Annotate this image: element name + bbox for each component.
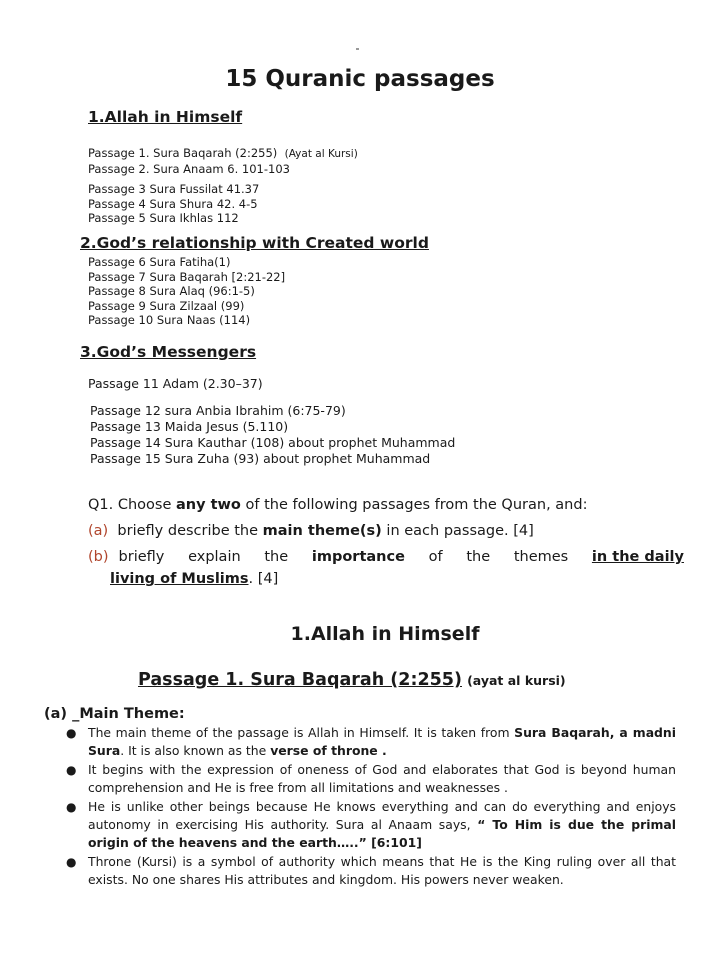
section-title: 1.Allah in Himself	[290, 623, 480, 645]
section-2-list	[88, 255, 285, 328]
list-item: Passage 14 Sura Kauthar (108) about prophet Muhammad	[90, 435, 456, 450]
question-part-a: (a) briefly describe the main theme(s) in each passage. [4]	[88, 523, 534, 539]
list-item: Passage 4 Sura Shura 42. 4-5	[88, 196, 258, 211]
question-q1: Q1. Choose any two of the following passages from the Quran, and:	[88, 497, 588, 513]
list-item: Passage 1. Sura Baqarah (2:255) (Ayat al Kursi)	[88, 146, 358, 160]
main-theme-label: (a) _Main Theme:	[44, 706, 185, 722]
list-item: ● The main theme of the passage is Allah in Himself. It is taken from Sura Baqarah, a madni Sura. It is also known as the verse of throne .	[66, 724, 676, 761]
passage-note: (ayat al kursi)	[467, 673, 566, 688]
list-item: Passage 8 Sura Alaq (96:1-5)	[88, 284, 255, 299]
list-item: ● It begins with the expression of oneness of God and elaborates that God is beyond human comprehension and He is free from all limitations and weaknesses .	[66, 761, 676, 798]
list-item: ● He is unlike other beings because He knows everything and can do everything and enjoys autonomy in exercising His authority. Sura al Anaam says, “ To Him is due the primal origin of the heavens and the earth…..” [6:101]	[66, 798, 676, 853]
list-item: Passage 5 Sura Ikhlas 112	[88, 211, 239, 226]
part-b-label: (b)	[88, 549, 109, 565]
section-3-list	[90, 403, 455, 467]
section-heading-created-world: 2.God’s relationship with Created world	[80, 234, 429, 252]
section-3-item-11: Passage 11 Adam (2.30–37)	[88, 376, 263, 391]
theme-bullets	[66, 724, 676, 890]
section-heading-gods-messengers: 3.God’s Messengers	[80, 343, 257, 361]
passage-title: Passage 1. Sura Baqarah (2:255) (ayat al kursi)	[138, 670, 566, 690]
list-item: Passage 10 Sura Naas (114)	[88, 313, 251, 328]
page-title: 15 Quranic passages	[225, 66, 495, 92]
part-a-label: (a)	[88, 523, 109, 539]
question-part-b: (b) briefly explain the importance of the themes in the daily living of Muslims. [4]	[88, 549, 684, 587]
list-item: Passage 15 Sura Zuha (93) about prophet Muhammad	[90, 451, 431, 466]
scan-speck	[356, 48, 359, 50]
section-1-list-cont	[88, 182, 259, 226]
list-item: ● Throne (Kursi) is a symbol of authority which means that He is the King ruling over all that exists. No one shares His attributes and kingdom. His powers never weaken.	[66, 853, 676, 890]
list-item: Passage 2. Sura Anaam 6. 101-103	[88, 161, 290, 176]
list-item: Passage 3 Sura Fussilat 41.37	[88, 182, 260, 196]
list-item: Passage 7 Sura Baqarah [2:21-22]	[88, 269, 286, 284]
list-item: Passage 6 Sura Fatiha(1)	[88, 255, 231, 269]
list-item: Passage 9 Sura Zilzaal (99)	[88, 298, 245, 313]
ayat-al-kursi-note: (Ayat al Kursi)	[284, 148, 358, 160]
section-heading-allah-in-himself: 1.Allah in Himself	[88, 108, 243, 126]
section-1-list	[88, 146, 358, 176]
list-item: Passage 12 sura Anbia Ibrahim (6:75-79)	[90, 403, 346, 418]
list-item: Passage 13 Maida Jesus (5.110)	[90, 419, 289, 434]
